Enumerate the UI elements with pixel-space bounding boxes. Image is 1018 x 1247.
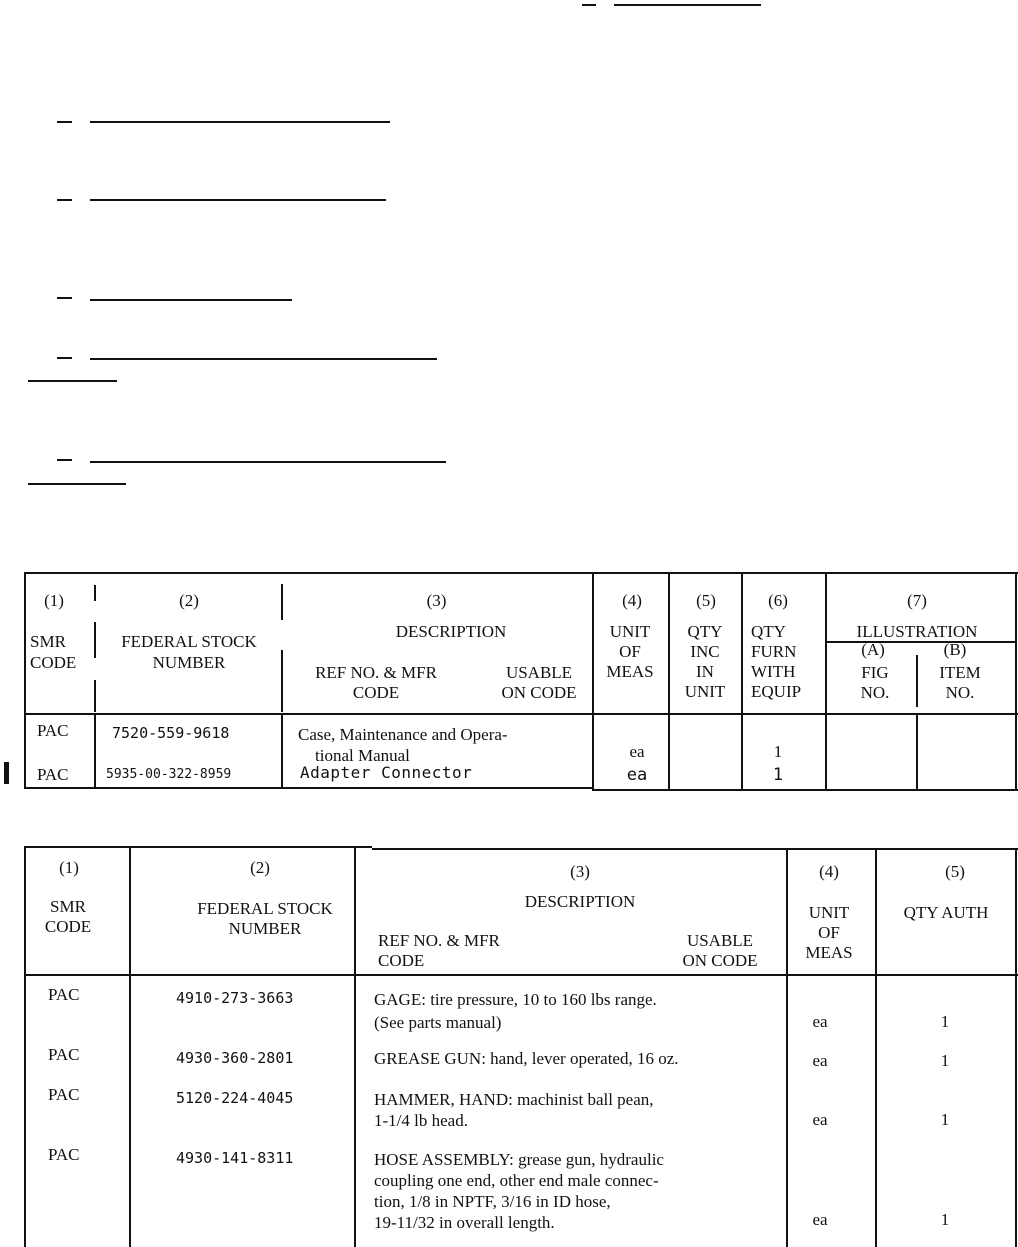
t1-row1-desc: Case, Maintenance and Opera- tional Manual [298,725,508,765]
change-bar [4,762,9,784]
t1-row2-smr: PAC [37,765,69,784]
t1-col2-name: FEDERAL STOCK NUMBER [121,632,257,672]
t2-row2-smr: PAC [48,1045,80,1064]
t2-row3-unit: ea [812,1110,828,1129]
t1-row1-unit: ea [629,742,645,761]
t2-row3-fsn: 5120-224-4045 [176,1089,294,1107]
t1-col7a-name: FIG NO. [860,663,890,702]
t2-row4-fsn: 4930-141-8311 [176,1149,294,1167]
t2-row1-qty: 1 [940,1012,950,1031]
t2-col5-num: (5) [945,862,965,881]
t2-row4-qty: 1 [940,1210,950,1229]
t1-col4-name: UNIT OF MEAS [606,622,654,681]
t1-col5-num: (5) [696,591,716,610]
t1-col2-num: (2) [179,591,199,610]
t1-col7b-label: (B) [943,640,967,659]
t2-col4-name: UNIT OF MEAS [805,903,853,962]
t1-row1-fsn: 7520-559-9618 [112,724,230,742]
t2-row2-fsn: 4930-360-2801 [176,1049,294,1067]
t2-row1-smr: PAC [48,985,80,1004]
t1-col7-name: ILLUSTRATION [856,622,978,641]
t1-col1-name: SMR CODE [30,632,77,672]
t2-col2-name: FEDERAL STOCK NUMBER [197,899,333,938]
t2-row1-unit: ea [812,1012,828,1031]
t1-col7a-label: (A) [861,640,885,659]
t1-col3-name: DESCRIPTION [395,622,507,641]
t1-row2-desc: Adapter Connector [300,763,473,782]
t2-col2-num: (2) [250,858,270,877]
t2-col1-name: SMR CODE [44,897,92,936]
t1-row2-qtyfurn: 1 [772,765,784,785]
t1-col1-num: (1) [44,591,64,610]
t2-row3-qty: 1 [940,1110,950,1129]
t1-col7b-name: ITEM NO. [939,663,981,702]
t2-row2-unit: ea [812,1051,828,1070]
t1-col5-name: QTY INC IN UNIT [684,622,726,701]
t1-col7-num: (7) [907,591,927,610]
t2-col3-num: (3) [570,862,590,881]
t2-col3-sub-usable: USABLE ON CODE [682,931,758,970]
t1-col4-num: (4) [622,591,642,610]
t2-row1-fsn: 4910-273-3663 [176,989,294,1007]
t2-col3-name: DESCRIPTION [524,892,636,911]
t2-col4-num: (4) [819,862,839,881]
t1-col6-name: QTY FURN WITH EQUIP [751,622,802,701]
t1-col3-sub-ref: REF NO. & MFR CODE [315,663,437,702]
t2-row2-qty: 1 [940,1051,950,1070]
t2-col5-name: QTY AUTH [903,903,989,922]
t2-row1-desc: GAGE: tire pressure, 10 to 160 lbs range. (See parts manual) [374,990,657,1032]
t2-row4-desc: HOSE ASSEMBLY: grease gun, hydraulic coupling one end, other end male connec- tion, 1/8 in NPTF, 3/16 in ID hose, 19-11/32 in overall length. [374,1150,664,1232]
t1-row2-fsn: 5935-00-322-8959 [106,767,232,782]
t1-col3-num: (3) [426,591,447,610]
t1-col6-num: (6) [768,591,788,610]
t2-col1-num: (1) [59,858,79,877]
t2-row3-smr: PAC [48,1085,80,1104]
t2-col3-sub-ref: REF NO. & MFR CODE [378,931,500,970]
t1-row1-smr: PAC [37,721,69,740]
t2-row3-desc: HAMMER, HAND: machinist ball pean, 1-1/4 lb head. [374,1090,654,1130]
t1-row1-qtyfurn: 1 [773,742,783,761]
t1-row2-unit: ea [626,765,648,785]
t1-col3-sub-usable: USABLE ON CODE [501,663,577,702]
t2-row2-desc: GREASE GUN: hand, lever operated, 16 oz. [374,1049,679,1068]
t2-row4-unit: ea [812,1210,828,1229]
t2-row4-smr: PAC [48,1145,80,1164]
